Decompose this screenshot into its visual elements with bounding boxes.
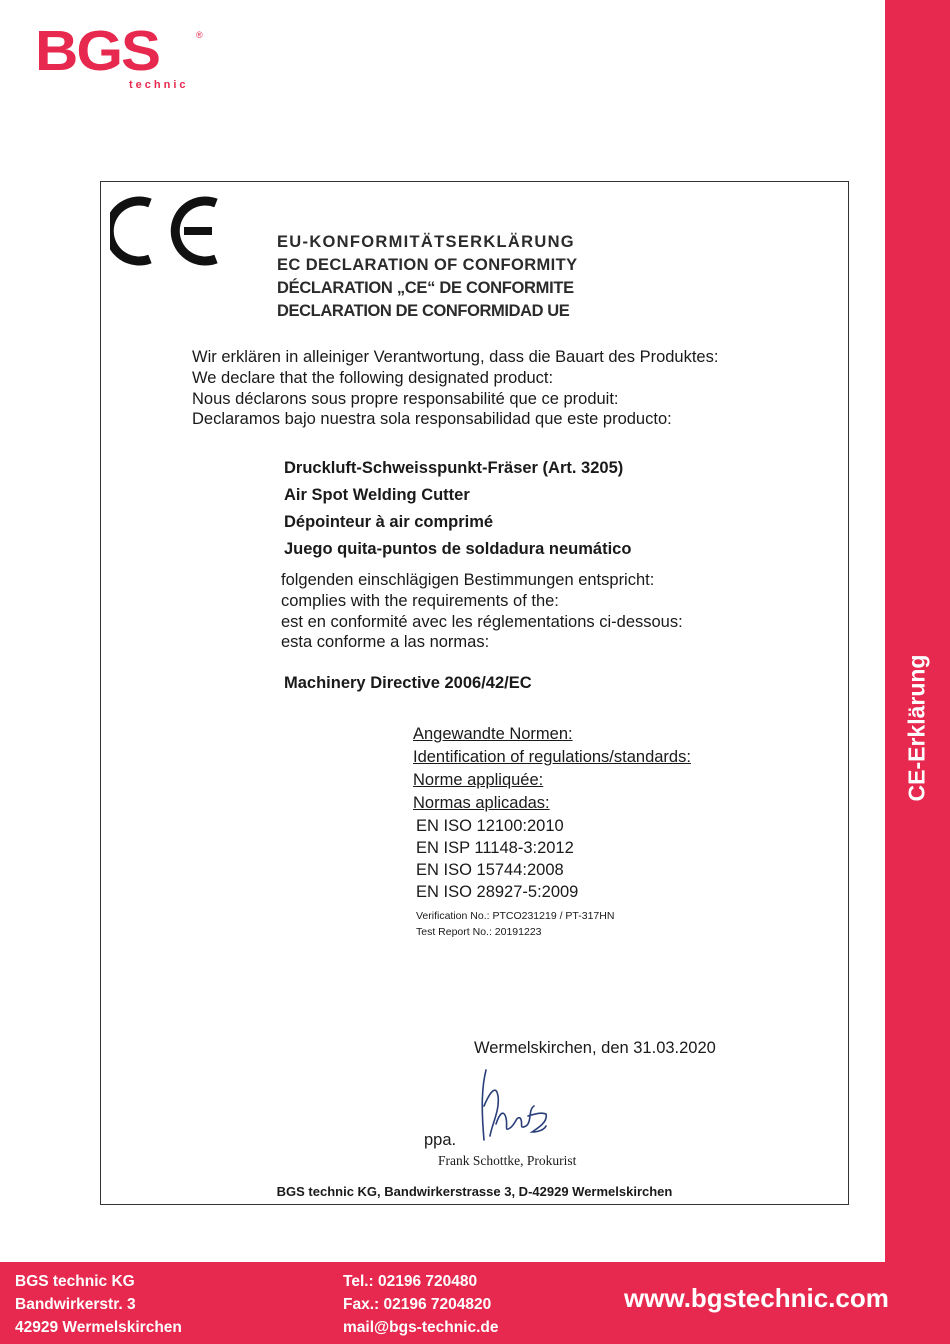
bgs-logo [35, 18, 203, 96]
directive: Machinery Directive 2006/42/EC [284, 674, 532, 692]
standard-item: EN ISO 28927-5:2009 [416, 883, 579, 901]
product-en: Air Spot Welding Cutter [284, 486, 470, 504]
declaration-de: Wir erklären in alleiniger Verantwortung, dass die Bauart des Produktes: [192, 348, 719, 366]
standard-item: EN ISP 11148-3:2012 [416, 839, 574, 857]
complies-es: esta conforme a las normas: [281, 633, 490, 652]
ppa-label: ppa. [424, 1131, 457, 1149]
title-es: DECLARATION DE CONFORMIDAD UE [277, 302, 570, 320]
place-date: Wermelskirchen, den 31.03.2020 [474, 1039, 716, 1057]
test-report-number: Test Report No.: 20191223 [416, 926, 542, 938]
standards-heading-en: Identification of regulations/standards: [413, 748, 691, 766]
signature [476, 1066, 552, 1144]
complies-de: folgenden einschlägigen Bestimmungen entspricht: [281, 571, 655, 589]
standard-item: EN ISO 15744:2008 [416, 861, 564, 879]
title-en: EC DECLARATION OF CONFORMITY [277, 256, 578, 274]
declaration-es: Declaramos bajo nuestra sola responsabilidad que este producto: [192, 410, 672, 429]
declaration-text [192, 347, 718, 430]
ce-mark-icon [110, 193, 222, 269]
footer-address [15, 1270, 182, 1339]
footer [0, 1262, 950, 1344]
standards-headings [413, 723, 691, 815]
standards-list [416, 815, 578, 903]
complies-fr: est en conformité avec les réglementations ci-dessous: [281, 612, 683, 631]
footer-email: mail@bgs-technic.de [343, 1319, 499, 1336]
product-es: Juego quita-puntos de soldadura neumático [284, 540, 632, 558]
standards-heading-de: Angewandte Normen: [413, 725, 573, 743]
complies-en: complies with the requirements of the: [281, 591, 559, 610]
footer-street: Bandwirkerstr. 3 [15, 1296, 136, 1313]
footer-company: BGS technic KG [15, 1273, 135, 1290]
product-names [284, 455, 631, 563]
side-label: CE-Erklärung [903, 654, 930, 802]
verification-info [416, 908, 614, 940]
footer-fax: Fax.: 02196 7204820 [343, 1296, 492, 1313]
compliance-text [281, 570, 683, 653]
company-address-line: BGS technic KG, Bandwirkerstrasse 3, D-42929 Wermelskirchen [276, 1184, 673, 1199]
product-de: Druckluft-Schweisspunkt-Fräser (Art. 3205) [284, 459, 624, 477]
logo-subtitle: technic [129, 79, 189, 91]
product-fr: Dépointeur à air comprimé [284, 513, 494, 531]
title-de: EU-KONFORMITÄTSERKLÄRUNG [277, 233, 575, 251]
standards-heading-es: Normas aplicadas: [413, 794, 550, 812]
side-bar [885, 0, 950, 1262]
footer-contact [343, 1270, 499, 1339]
logo-text: BGS [35, 18, 160, 83]
declaration-en: We declare that the following designated product: [192, 368, 554, 387]
footer-phone: Tel.: 02196 720480 [343, 1273, 478, 1290]
signer-name: Frank Schottke, Prokurist [438, 1153, 577, 1168]
standard-item: EN ISO 12100:2010 [416, 817, 564, 835]
title-fr: DÉCLARATION „CE“ DE CONFORMITE [277, 279, 574, 297]
footer-city: 42929 Wermelskirchen [15, 1319, 182, 1336]
logo-registered-mark: ® [196, 30, 203, 40]
footer-website: www.bgstechnic.com [624, 1283, 889, 1313]
verification-number: Verification No.: PTCO231219 / PT-317HN [416, 910, 615, 922]
standards-heading-fr: Norme appliquée: [413, 771, 544, 789]
declaration-titles [277, 231, 578, 323]
declaration-fr: Nous déclarons sous propre responsabilité que ce produit: [192, 389, 619, 408]
